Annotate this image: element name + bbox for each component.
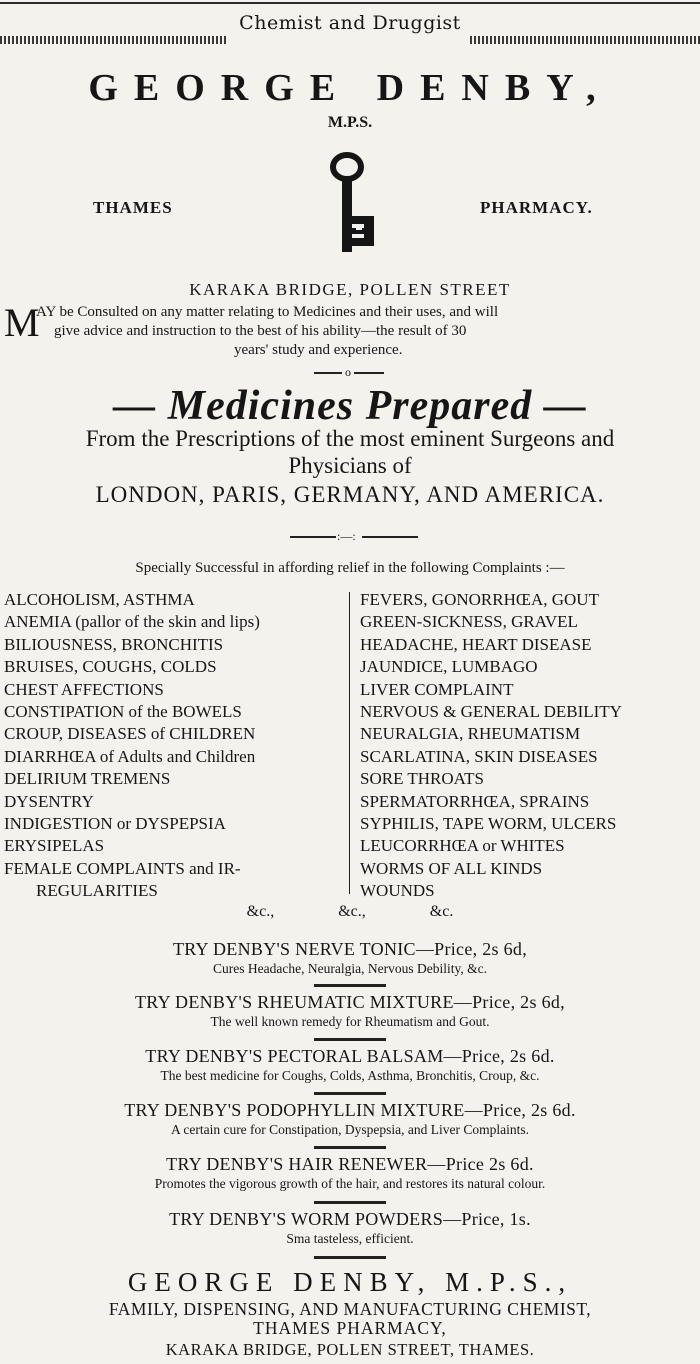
- list-item: REGULARITIES: [36, 881, 158, 901]
- product-description: Cures Headache, Neuralgia, Nervous Debility, &c.: [213, 961, 487, 976]
- intro-line-3: years' study and experience.: [234, 342, 403, 358]
- ornament-rule: [362, 536, 418, 538]
- logo-left-word: THAMES: [93, 198, 173, 217]
- product-divider: [314, 1038, 386, 1041]
- list-item: ALCOHOLISM, ASTHMA: [4, 590, 195, 609]
- product-title: TRY DENBY'S NERVE TONIC—Price, 2s 6d,: [172, 939, 528, 959]
- footer-trade-line: FAMILY, DISPENSING, AND MANUFACTURING CHEMIST,: [108, 1299, 592, 1319]
- list-item: DIARRHŒA of Adults and Children: [4, 746, 256, 766]
- list-item: CHEST AFFECTIONS: [4, 679, 164, 699]
- product-title: TRY DENBY'S HAIR RENEWER—Price 2s 6d.: [166, 1154, 534, 1174]
- list-item: ERYSIPELAS: [4, 836, 105, 856]
- list-item: WOUNDS: [360, 881, 435, 901]
- key-icon: [320, 152, 378, 256]
- etc-mark: &c.,: [246, 903, 275, 920]
- product-title: TRY DENBY'S WORM POWDERS—Price, 1s.: [169, 1209, 531, 1229]
- etc-line: [0, 903, 700, 921]
- list-item: LEUCORRHŒA or WHITES: [360, 836, 565, 856]
- ornament-rule: [314, 372, 342, 374]
- left-hatch-rule: [0, 36, 226, 44]
- headline: — Medicines Prepared —: [113, 383, 587, 429]
- prescriptions-line: From the Prescriptions of the most eminent Surgeons and: [85, 426, 615, 451]
- product-divider: [314, 1092, 386, 1095]
- address-line: KARAKA BRIDGE, POLLEN STREET: [189, 280, 511, 299]
- ornament-mark: :—:: [337, 529, 356, 543]
- list-item: NERVOUS & GENERAL DEBILITY: [360, 702, 622, 722]
- right-hatch-rule: [470, 36, 700, 44]
- physicians-line: Physicians of: [288, 453, 412, 478]
- list-item: CONSTIPATION of the BOWELS: [4, 702, 242, 722]
- product-divider: [314, 984, 386, 987]
- top-rule: [0, 2, 700, 4]
- product-title: TRY DENBY'S PECTORAL BALSAM—Price, 2s 6d.: [145, 1046, 555, 1066]
- product-title: TRY DENBY'S PODOPHYLLIN MIXTURE—Price, 2s 6d.: [124, 1100, 576, 1120]
- list-item: GREEN-SICKNESS, GRAVEL: [360, 612, 578, 632]
- complaints-right-column: [360, 589, 622, 903]
- list-item: SYPHILIS, TAPE WORM, ULCERS: [360, 814, 617, 834]
- ornament-rule: [354, 372, 384, 374]
- complaints-left-column: [4, 589, 260, 903]
- etc-mark: &c.,: [338, 903, 366, 920]
- product-description: Promotes the vigorous growth of the hair, and restores its natural colour.: [154, 1176, 546, 1191]
- drop-cap: M: [4, 300, 40, 345]
- product-description: The best medicine for Coughs, Colds, Asthma, Bronchitis, Croup, &c.: [160, 1068, 540, 1083]
- list-item: CROUP, DISEASES of CHILDREN: [4, 724, 256, 744]
- footer-address-line: KARAKA BRIDGE, POLLEN STREET, THAMES.: [165, 1340, 535, 1359]
- logo-right-word: PHARMACY.: [480, 198, 593, 217]
- list-item: JAUNDICE, LUMBAGO: [360, 657, 538, 677]
- list-item: ANEMIA (pallor of the skin and lips): [4, 612, 260, 632]
- ornament-rule: [290, 536, 336, 538]
- product-divider: [314, 1256, 386, 1259]
- list-item: NEURALGIA, RHEUMATISM: [360, 724, 581, 744]
- product-description: Sma tasteless, efficient.: [286, 1231, 414, 1246]
- product-description: A certain cure for Constipation, Dyspepsia, and Liver Complaints.: [170, 1122, 530, 1137]
- list-item: FEMALE COMPLAINTS and IR-: [4, 858, 241, 878]
- list-item: SORE THROATS: [360, 769, 484, 789]
- cities-line: LONDON, PARIS, GERMANY, AND AMERICA.: [95, 482, 605, 507]
- section-header: Chemist and Druggist: [239, 12, 461, 34]
- complaints-intro: Specially Successful in affording relief in the following Complaints :—: [135, 560, 565, 576]
- list-item: SPERMATORRHŒA, SPRAINS: [360, 791, 590, 811]
- product-divider: [314, 1201, 386, 1204]
- list-item: BILIOUSNESS, BRONCHITIS: [4, 634, 224, 654]
- product-divider: [314, 1146, 386, 1149]
- column-divider: [349, 592, 350, 894]
- list-item: SCARLATINA, SKIN DISEASES: [360, 746, 598, 766]
- list-item: FEVERS, GONORRHŒA, GOUT: [360, 590, 599, 609]
- list-item: DYSENTRY: [4, 791, 94, 811]
- list-item: BRUISES, COUGHS, COLDS: [4, 657, 217, 677]
- ornament-mark: o: [345, 365, 351, 379]
- proprietor-name: GEORGE DENBY,: [88, 67, 612, 109]
- list-item: DELIRIUM TREMENS: [4, 769, 171, 789]
- list-item: HEADACHE, HEART DISEASE: [360, 634, 592, 654]
- intro-line-2: give advice and instruction to the best of his ability—the result of 30: [54, 323, 467, 339]
- etc-mark: &c.: [429, 903, 454, 920]
- list-item: INDIGESTION or DYSPEPSIA: [4, 814, 226, 834]
- product-title: TRY DENBY'S RHEUMATIC MIXTURE—Price, 2s 6d,: [135, 992, 565, 1012]
- credentials: M.P.S.: [327, 114, 373, 131]
- list-item: WORMS OF ALL KINDS: [360, 858, 543, 878]
- footer-name: GEORGE DENBY, M.P.S.,: [127, 1267, 573, 1297]
- footer-pharmacy-line: THAMES PHARMACY,: [253, 1318, 447, 1338]
- product-description: The well known remedy for Rheumatism and Gout.: [210, 1014, 490, 1029]
- list-item: LIVER COMPLAINT: [360, 679, 514, 699]
- intro-line-1: AY be Consulted on any matter relating to Medicines and their uses, and will: [36, 304, 499, 320]
